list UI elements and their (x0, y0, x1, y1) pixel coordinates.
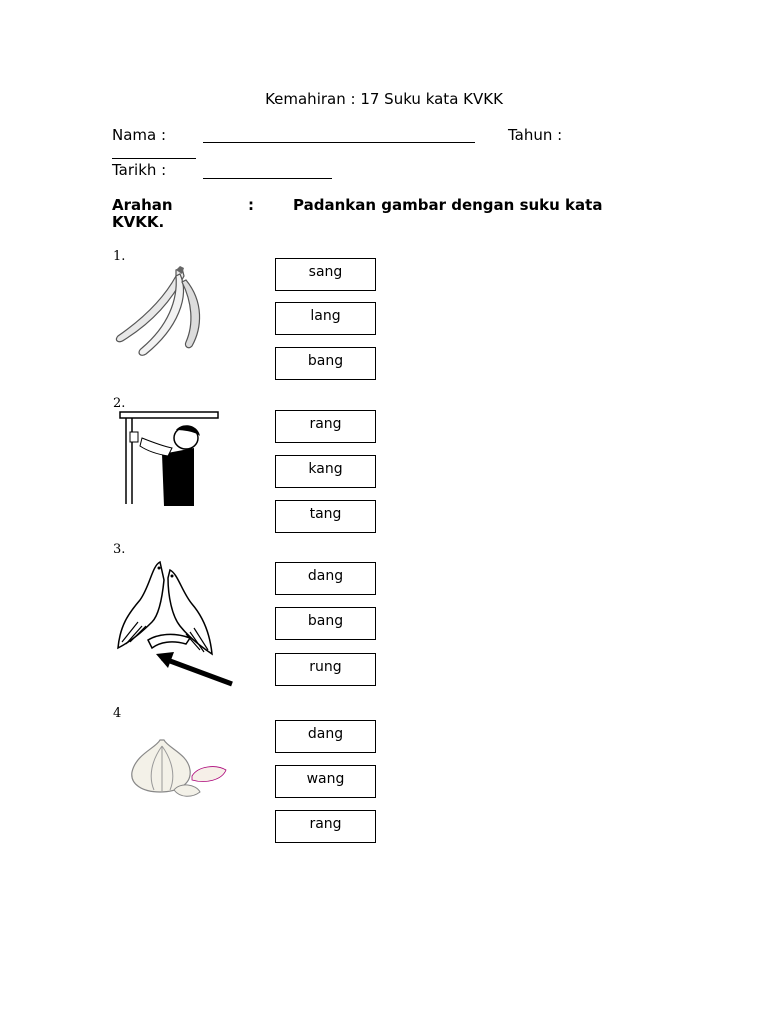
option-box[interactable]: bang (275, 347, 376, 380)
option-box[interactable]: dang (275, 562, 376, 595)
arahan-text: Padankan gambar dengan suku kata (293, 196, 603, 214)
option-box[interactable]: dang (275, 720, 376, 753)
page-title: Kemahiran : 17 Suku kata KVKK (265, 90, 503, 108)
question-number: 2. (113, 396, 126, 411)
question-number: 3. (113, 542, 126, 557)
option-box[interactable]: wang (275, 765, 376, 798)
tahun-field-line[interactable] (112, 158, 196, 159)
option-box[interactable]: lang (275, 302, 376, 335)
option-box[interactable]: bang (275, 607, 376, 640)
tarikh-field-line[interactable] (203, 178, 332, 179)
option-box[interactable]: rung (275, 653, 376, 686)
arahan-label: Arahan (112, 196, 173, 214)
option-box[interactable]: tang (275, 500, 376, 533)
option-box[interactable]: sang (275, 258, 376, 291)
garlic-icon (126, 736, 230, 800)
option-box[interactable]: rang (275, 410, 376, 443)
question-number: 4 (113, 706, 122, 721)
question-number: 1. (113, 249, 126, 264)
option-box[interactable]: kang (275, 455, 376, 488)
tarikh-label: Tarikh : (112, 161, 167, 179)
option-box[interactable]: rang (275, 810, 376, 843)
nama-label: Nama : (112, 126, 167, 144)
arahan-colon: : (248, 196, 254, 214)
tahun-label: Tahun : (508, 126, 563, 144)
arahan-text-2: KVKK. (112, 213, 165, 231)
drinking-boy-icon (112, 408, 220, 510)
doves-on-branch-icon (112, 556, 236, 688)
banana-icon (112, 266, 204, 360)
nama-field-line[interactable] (203, 142, 475, 143)
